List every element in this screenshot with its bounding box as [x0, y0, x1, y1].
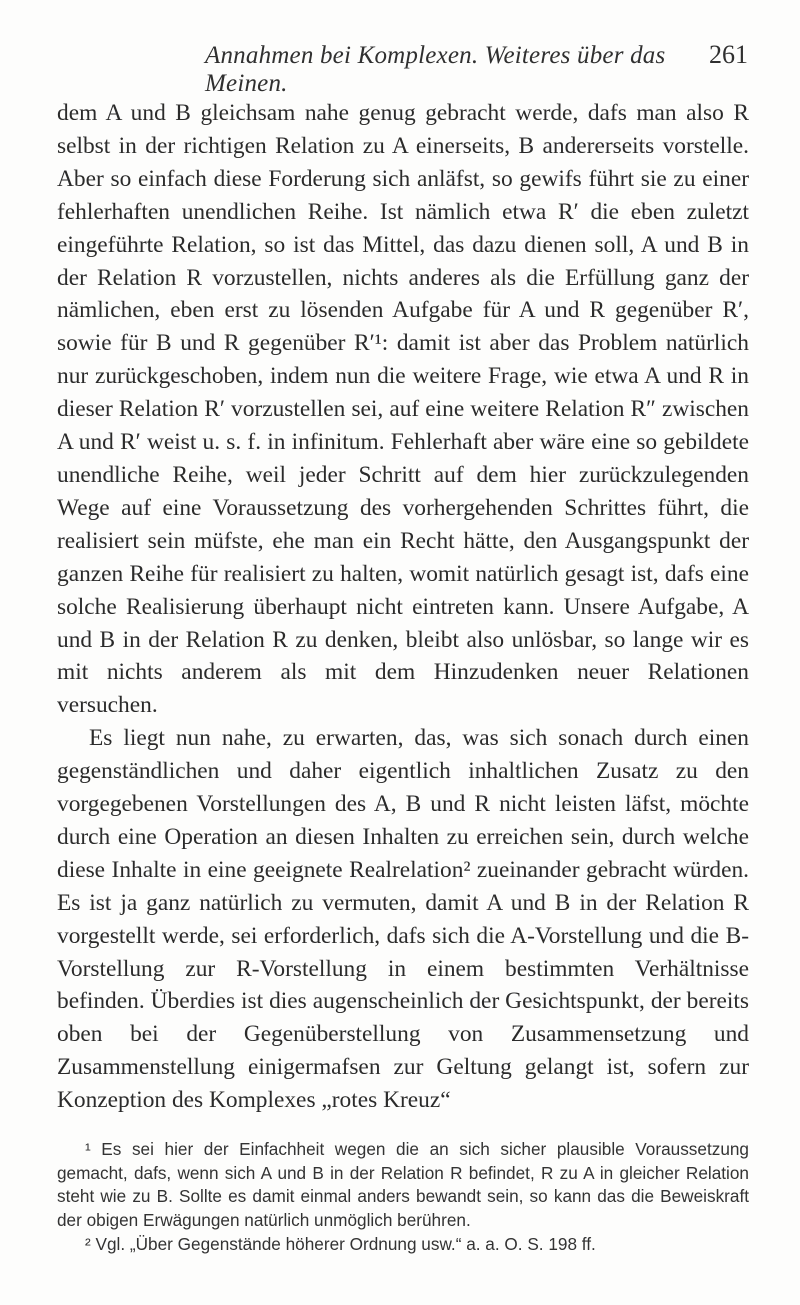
paragraph: dem A und B gleichsam nahe genug gebracht werde, dafs man also R selbst in der richtigen Relation zu A einerseits, B andererseits vorstelle. Aber so einfach diese Forderung sich anläfst, so gewifs führt sie zu einer fehlerhaften unendlichen Reihe. Ist nämlich etwa R′ die eben zuletzt eingeführte Relation, so ist das Mittel, das dazu dienen soll, A und B in der Relation R vorzustellen, nichts anderes als die Erfüllung ganz der nämlichen, eben erst zu lösenden Aufgabe für A und R gegenüber R′, sowie für B und R gegenüber R′¹: damit ist aber das Problem natürlich nur zurückgeschoben, indem nun die weitere Frage, wie etwa A und R in dieser Relation R′ vorzustellen sei, auf eine weitere Relation R″ zwischen A und R′ weist u. s. f. in infinitum. Fehlerhaft aber wäre eine so gebildete unendliche Reihe, weil jeder Schritt auf dem hier zurückzulegenden Wege auf eine Voraussetzung des vorhergehenden Schrittes führt, die realisiert sein müfste, ehe man ein Recht hätte, den Ausgangspunkt der ganzen Reihe für realisiert zu halten, womit natürlich gesagt ist, dafs eine solche Realisierung überhaupt nicht eintreten kann. Unsere Aufgabe, A und B in der Relation R zu denken, bleibt also unlösbar, so lange wir es mit nichts anderem als mit dem Hinzudenken neuer Relationen versuchen. [57, 100, 749, 719]
body-text [57, 97, 749, 1117]
footnote: ¹ Es sei hier der Einfachheit wegen die an sich sicher plausible Voraussetzung gemacht, dafs, wenn sich A und B in der Relation R befindet, R zu A in gleicher Relation steht wie zu B. Sollte es damit einmal anders bewandt sein, so kann das die Beweiskraft der obigen Erwägungen natürlich unmöglich berühren. [57, 1139, 749, 1231]
paragraph: Es liegt nun nahe, zu erwarten, das, was sich sonach durch einen gegenständlichen und daher eigentlich inhaltlichen Zusatz zu den vorgegebenen Vorstellungen des A, B und R nicht leisten läfst, möchte durch eine Operation an diesen Inhalten zu erreichen sein, durch welche diese Inhalte in eine geeignete Realrelation² zueinander gebracht würden. Es ist ja ganz natürlich zu vermuten, damit A und B in der Relation R vorgestellt werde, sei erforderlich, dafs sich die A-Vorstellung und die B-Vorstellung zur R-Vorstellung in einem bestimmten Verhältnisse befinden. Überdies ist dies augenscheinlich der Gesichtspunkt, der bereits oben bei der Gegenüberstellung von Zusammensetzung und Zusammenstellung einigermafsen zur Geltung gelangt ist, sofern zur Konzeption des Komplexes „rotes Kreuz“ [57, 725, 749, 1114]
running-title: Annahmen bei Komplexen. Weiteres über das Meinen. [205, 42, 666, 97]
footnote: ² Vgl. „Über Gegenstände höherer Ordnung usw.“ a. a. O. S. 198 ff. [85, 1233, 596, 1254]
page-number: 261 [709, 40, 748, 69]
footnotes [57, 1138, 749, 1257]
